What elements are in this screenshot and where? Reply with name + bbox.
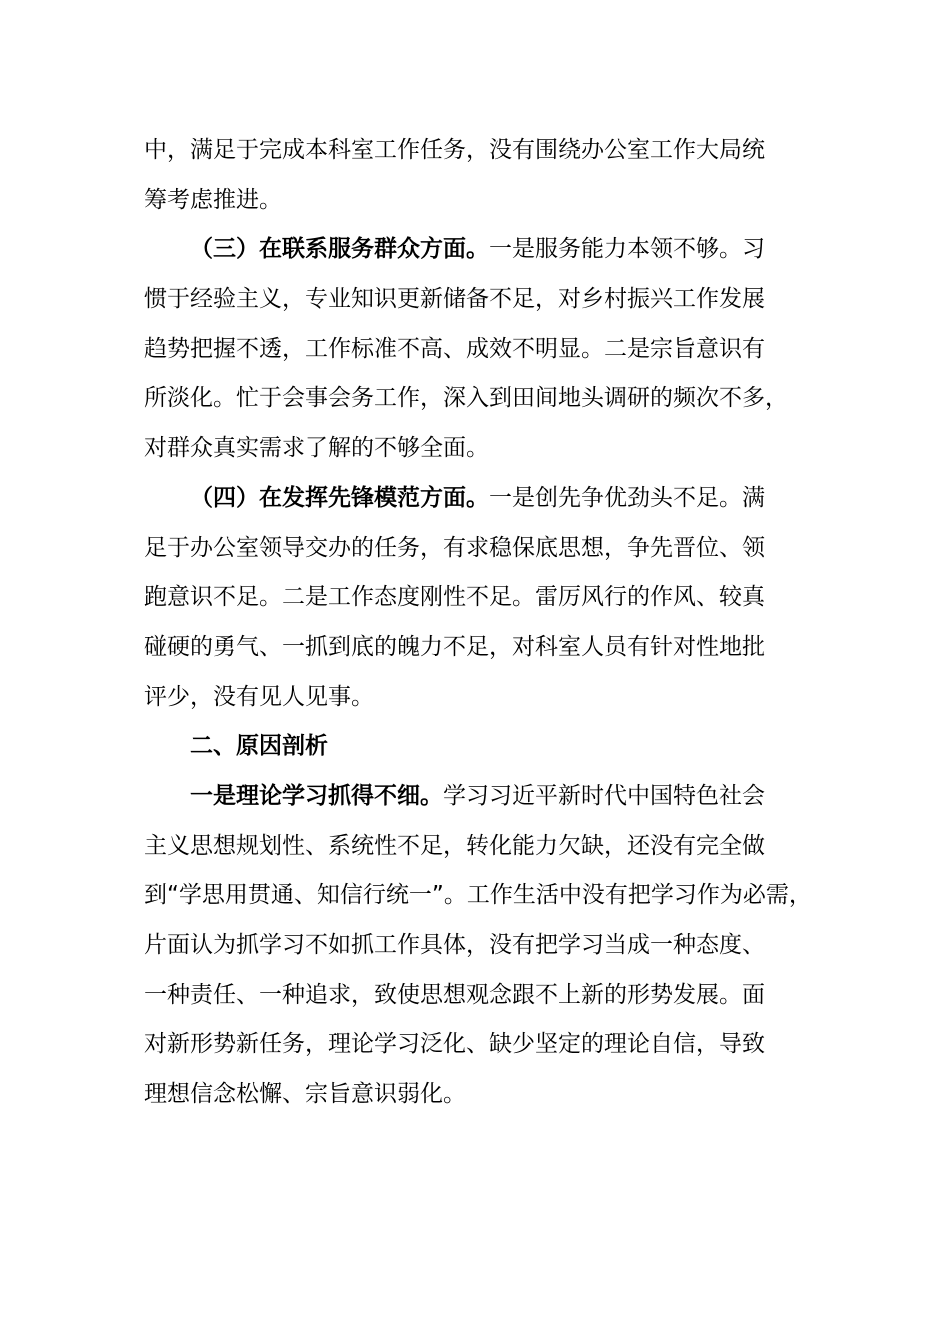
line-text: 一是创先争优劲头不足。满 (489, 484, 765, 511)
section-heading-four: （四）在发挥先锋模范方面。 (190, 484, 489, 511)
paragraph-line (144, 871, 844, 921)
paragraph-line (144, 275, 844, 325)
line-text: 跑意识不足。二是工作态度刚性不足。雷厉风行的作风、较真 (144, 584, 765, 611)
paragraph-line (144, 325, 844, 375)
line-text: 对新形势新任务，理论学习泛化、缺少坚定的理论自信，导致 (144, 1031, 765, 1058)
section-heading-line (144, 225, 844, 275)
paragraph-line (144, 126, 844, 176)
chapter-heading: 二、原因剖析 (190, 733, 328, 760)
line-text: 一种责任、一种追求，致使思想观念跟不上新的形势发展。面 (144, 981, 765, 1008)
line-text: 碰硬的勇气、一抓到底的魄力不足，对科室人员有针对性地批 (144, 633, 765, 660)
line-text: 筹考虑推进。 (144, 186, 282, 213)
paragraph-line (144, 1020, 844, 1070)
line-text: 足于办公室领导交办的任务，有求稳保底思想，争先晋位、领 (144, 534, 765, 561)
paragraph-line (144, 673, 844, 723)
paragraph-line (144, 822, 844, 872)
line-text: 中，满足于完成本科室工作任务，没有围绕办公室工作大局统 (144, 137, 765, 163)
line-text: 到“学思用贯通、知信行统一”。工作生活中没有把学习作为必需， (144, 882, 812, 909)
line-text: 片面认为抓学习不如抓工作具体，没有把学习当成一种态度、 (144, 932, 765, 958)
section-heading-line (144, 474, 844, 524)
section-heading-theory: 一是理论学习抓得不细。 (190, 782, 443, 809)
paragraph-line (144, 921, 844, 971)
paragraph-line (144, 1070, 844, 1120)
document-body (144, 126, 844, 1120)
section-heading-three: （三）在联系服务群众方面。 (190, 236, 489, 263)
line-text: 趋势把握不透，工作标准不高、成效不明显。二是宗旨意识有 (144, 335, 765, 362)
line-text: 惯于经验主义，专业知识更新储备不足，对乡村振兴工作发展 (144, 286, 765, 313)
line-text: 学习习近平新时代中国特色社会 (443, 782, 765, 809)
paragraph-line (144, 176, 844, 226)
paragraph-line (144, 524, 844, 574)
line-text: 所淡化。忙于会事会务工作，深入到田间地头调研的频次不多， (144, 385, 788, 412)
paragraph-line (144, 374, 844, 424)
section-heading-line (144, 772, 844, 822)
line-text: 主义思想规划性、系统性不足，转化能力欠缺，还没有完全做 (144, 832, 765, 859)
line-text: 一是服务能力本领不够。习 (489, 236, 765, 263)
line-text: 评少，没有见人见事。 (144, 683, 374, 710)
paragraph-line (144, 573, 844, 623)
paragraph-line (144, 971, 844, 1021)
paragraph-line (144, 424, 844, 474)
paragraph-line (144, 623, 844, 673)
line-text: 理想信念松懈、宗旨意识弱化。 (144, 1081, 466, 1108)
line-text: 对群众真实需求了解的不够全面。 (144, 435, 489, 462)
chapter-heading-line (144, 722, 844, 772)
